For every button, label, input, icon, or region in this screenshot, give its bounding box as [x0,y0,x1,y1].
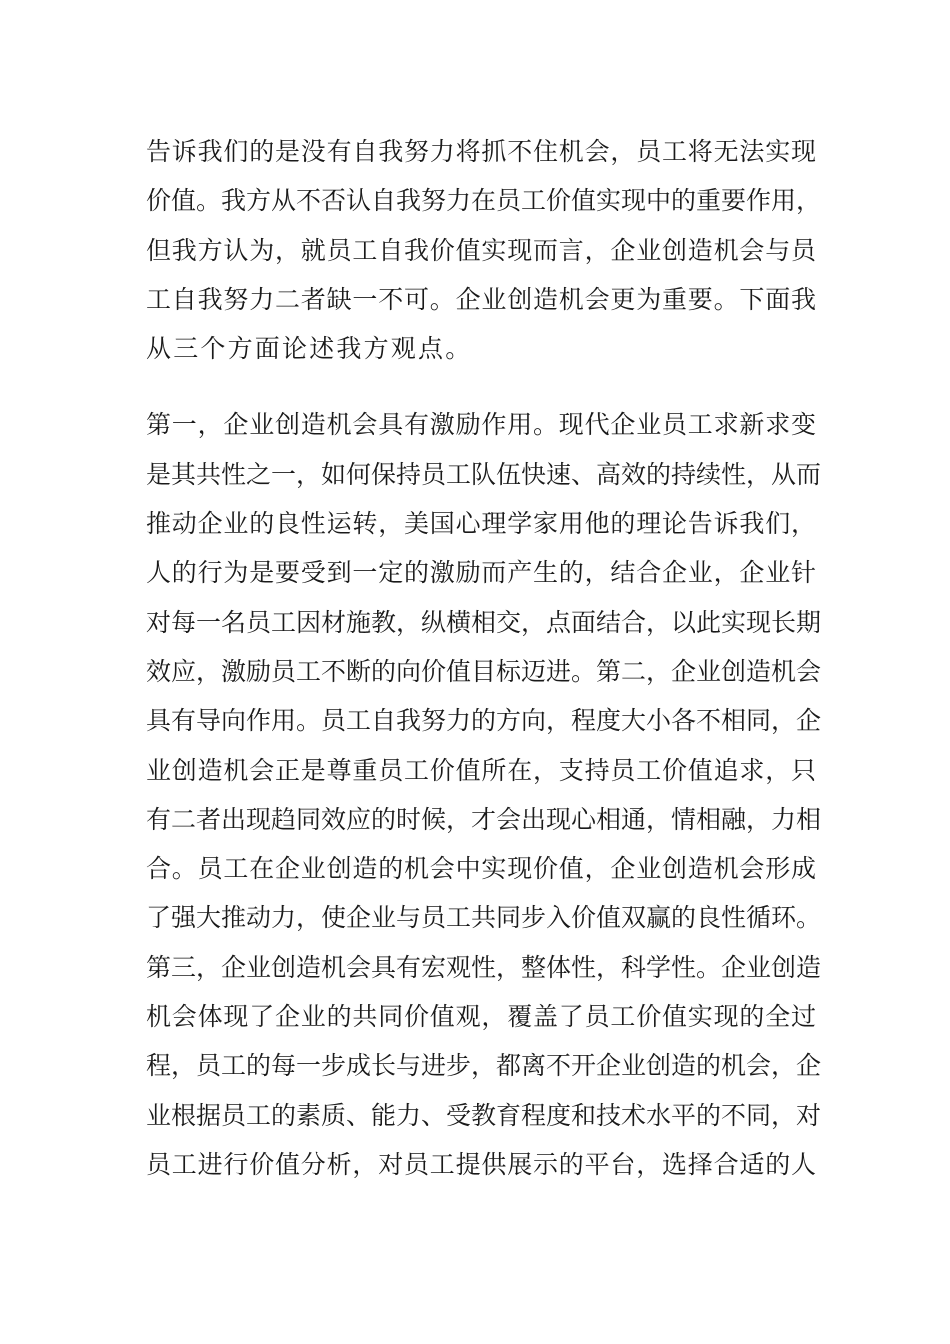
text-line: 机会体现了企业的共同价值观，覆盖了员工价值实现的全过 [146,1002,817,1032]
text-line: 从三个方面论述我方观点。 [146,334,473,364]
paragraph-gap [146,373,816,400]
text-line: 对每一名员工因材施教，纵横相交，点面结合，以此实现长期 [146,607,822,637]
text-line: 价值。我方从不否认自我努力在员工价值实现中的重要作用， [146,186,822,216]
document-body [146,127,822,1189]
text-line: 有二者出现趋同效应的时候，才会出现心相通，情相融，力相 [146,804,822,834]
text-line: 第三，企业创造机会具有宏观性，整体性，科学性。企业创造 [146,952,822,982]
text-line: 业根据员工的素质、能力、受教育程度和技术水平的不同，对 [146,1100,822,1130]
text-line: 程，员工的每一步成长与进步，都离不开企业创造的机会，企 [146,1051,822,1081]
text-line: 推动企业的良性运转，美国心理学家用他的理论告诉我们， [146,509,817,539]
text-line: 员工进行价值分析，对员工提供展示的平台，选择合适的人 [146,1149,817,1179]
text-line: 人的行为是要受到一定的激励而产生的，结合企业，企业针 [146,558,817,588]
text-line: 合。员工在企业创造的机会中实现价值，企业创造机会形成 [146,854,817,884]
text-line: 告诉我们的是没有自我努力将抓不住机会，员工将无法实现 [146,137,817,166]
text-line: 了强大推动力，使企业与员工共同步入价值双赢的良性循环。 [146,903,822,933]
text-line: 具有导向作用。员工自我努力的方向，程度大小各不相同，企 [146,706,822,736]
text-line: 效应，激励员工不断的向价值目标迈进。第二，企业创造机会 [146,656,822,686]
text-line: 但我方认为，就员工自我价值实现而言，企业创造机会与员 [146,235,817,265]
text-line: 是其共性之一，如何保持员工队伍快速、高效的持续性，从而 [146,459,822,489]
text-line: 业创造机会正是尊重员工价值所在，支持员工价值追求，只 [146,755,817,785]
paragraph-1 [146,127,822,373]
paragraph-2 [146,400,822,1189]
text-line: 第一，企业创造机会具有激励作用。现代企业员工求新求变 [146,410,817,440]
text-line: 工自我努力二者缺一不可。企业创造机会更为重要。下面我 [146,284,817,314]
